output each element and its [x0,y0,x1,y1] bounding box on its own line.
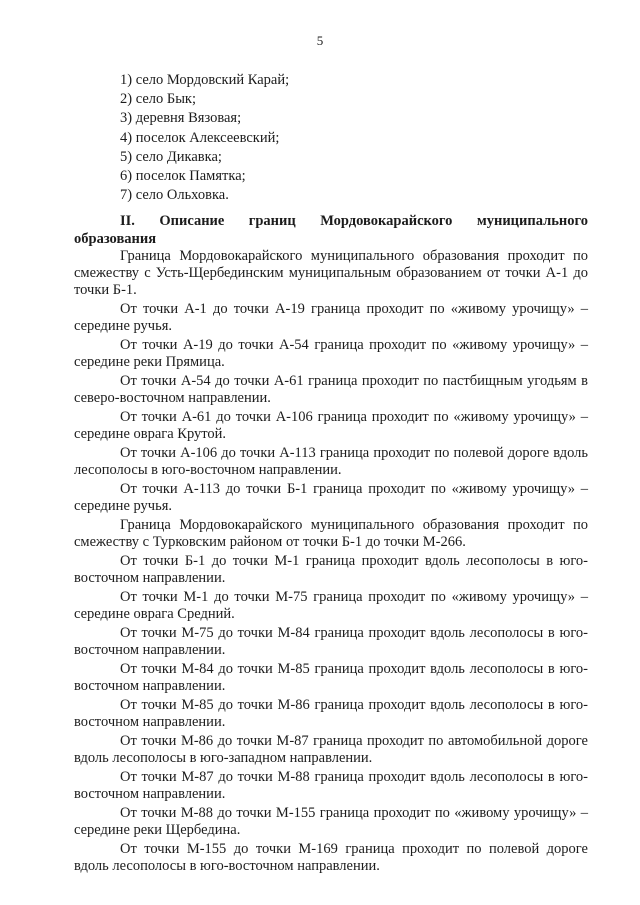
settlement-list [120,71,289,205]
paragraph: От точки А-106 до точки А-113 граница проходит по полевой дороге вдоль лесополосы в юго-восточном направлении. [74,445,588,478]
paragraph: От точки М-88 до точки М-155 граница проходит по «живому урочищу» – середине реки Щербедина. [74,805,588,838]
paragraph: От точки А-19 до точки А-54 граница проходит по «живому урочищу» – середине реки Прямица. [74,337,588,370]
paragraph: Граница Мордовокарайского муниципального образования проходит по смежеству с Усть-Щербединским муниципальным образованием от точки А-1 до точки Б-1. [74,248,588,298]
paragraph: От точки А-1 до точки А-19 граница проходит по «живому урочищу» – середине ручья. [74,301,588,334]
section-body [74,248,588,877]
section-heading: II. Описание границ Мордовокарайского муниципального образования [74,213,588,247]
list-item: 6) поселок Памятка; [120,168,246,185]
paragraph: От точки А-61 до точки А-106 граница проходит по «живому урочищу» – середине оврага Крутой. [74,409,588,442]
paragraph: От точки М-75 до точки М-84 граница проходит вдоль лесополосы в юго-восточном направлении. [74,625,588,658]
paragraph: От точки М-86 до точки М-87 граница проходит по автомобильной дороге вдоль лесополосы в юго-западном направлении. [74,733,588,766]
page-number: 5 [316,33,324,48]
paragraph: От точки А-54 до точки А-61 граница проходит по пастбищным угодьям в северо-восточном направлении. [74,373,588,406]
paragraph: От точки М-155 до точки М-169 граница проходит по полевой дороге вдоль лесополосы в юго-восточном направлении. [74,841,588,874]
paragraph: От точки А-113 до точки Б-1 граница проходит по «живому урочищу» – середине ручья. [74,481,588,514]
paragraph: От точки Б-1 до точки М-1 граница проходит вдоль лесополосы в юго-восточном направлении. [74,553,588,586]
list-item: 4) поселок Алексеевский; [120,129,280,146]
list-item: 5) село Дикавка; [120,148,222,165]
list-item: 3) деревня Вязовая; [120,110,242,127]
list-item: 2) село Бык; [120,91,197,108]
list-item: 7) село Ольховка. [120,187,229,204]
paragraph: От точки М-84 до точки М-85 граница проходит вдоль лесополосы в юго-восточном направлении. [74,661,588,694]
paragraph: От точки М-1 до точки М-75 граница проходит по «живому урочищу» – середине оврага Средний. [74,589,588,622]
list-item: 1) село Мордовский Карай; [120,72,290,88]
paragraph: От точки М-85 до точки М-86 граница проходит вдоль лесополосы в юго-восточном направлении. [74,697,588,730]
paragraph: Граница Мордовокарайского муниципального образования проходит по смежеству с Турковским районом от точки Б-1 до точки М-266. [74,517,588,550]
paragraph: От точки М-87 до точки М-88 граница проходит вдоль лесополосы в юго-восточном направлении. [74,769,588,802]
